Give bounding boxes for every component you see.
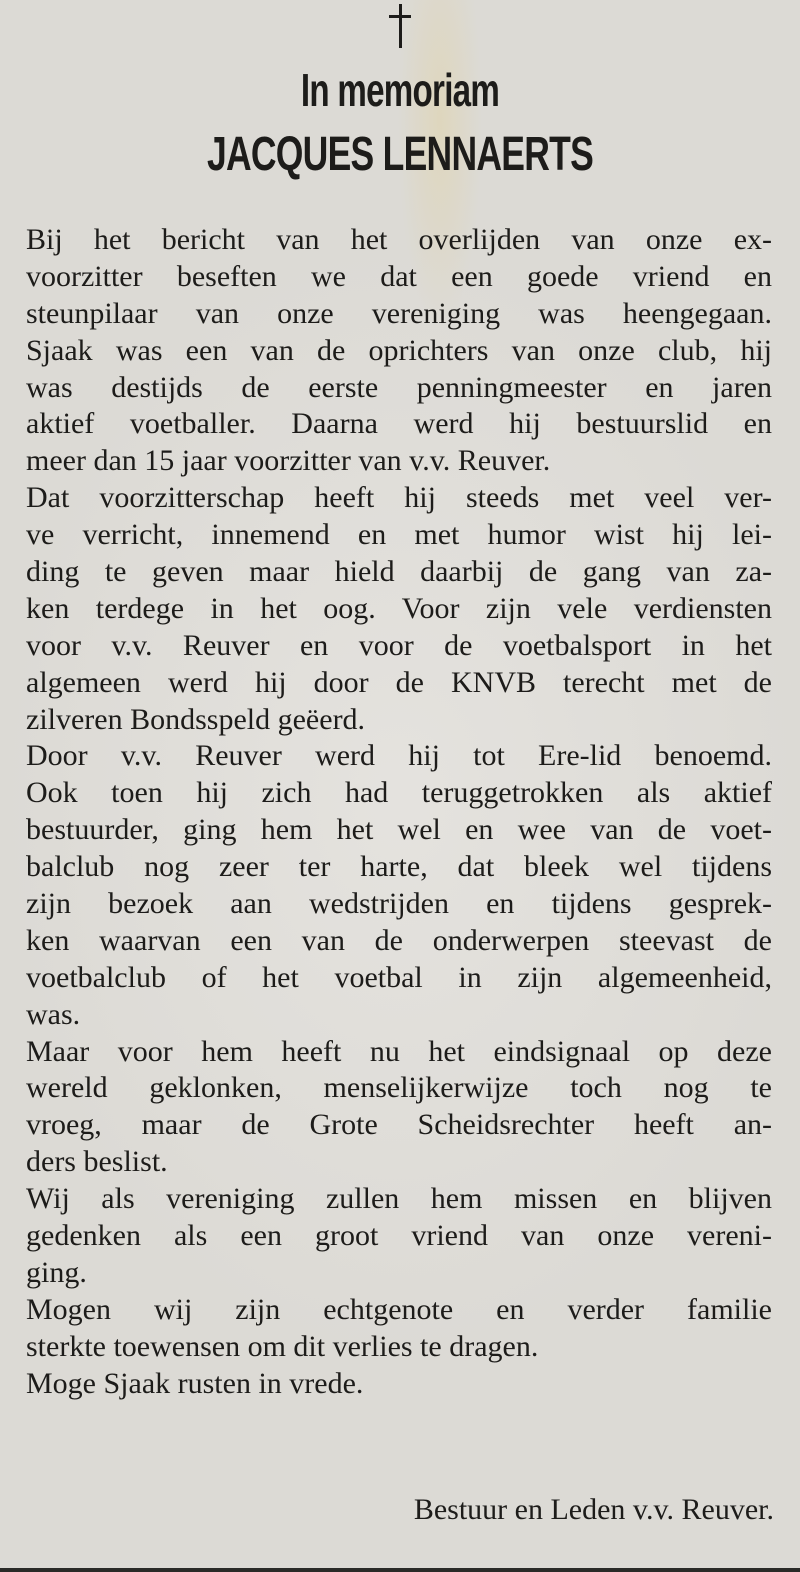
body-line: aktief voetballer. Daarna werd hij bestuurslid en xyxy=(26,407,772,441)
body-line: voorzitter beseften we dat een goede vriend en xyxy=(26,259,772,293)
body-line: meer dan 15 jaar voorzitter van v.v. Reuver. xyxy=(26,444,551,478)
page-edge xyxy=(0,1568,800,1572)
body-line: ders beslist. xyxy=(26,1145,168,1179)
body-line: ve verricht, innemend en met humor wist hij lei- xyxy=(26,518,772,552)
body-line: Ook toen hij zich had teruggetrokken als aktief xyxy=(26,776,772,810)
body-line: Bij het bericht van het overlijden van onze ex- xyxy=(26,223,772,256)
body-line: Wij als vereniging zullen hem missen en blijven xyxy=(26,1182,772,1216)
cross-icon xyxy=(389,4,411,48)
body-line: ken waarvan een van de onderwerpen steevast de xyxy=(26,923,772,957)
notice-body xyxy=(26,222,772,1403)
body-line: ken terdege in het oog. Voor zijn vele verdiensten xyxy=(26,591,772,625)
body-line: Sjaak was een van de oprichters van onze club, hij xyxy=(26,333,772,367)
body-line: ding te geven maar hield daarbij de gang van za- xyxy=(26,555,772,589)
body-line: vroeg, maar de Grote Scheidsrechter heeft an- xyxy=(26,1108,772,1142)
body-line: zijn bezoek aan wedstrijden en tijdens gesprek- xyxy=(26,887,772,921)
deceased-name: JACQUES LENNAERTS xyxy=(206,128,594,181)
body-line: was. xyxy=(26,997,81,1031)
body-line: balclub nog zeer ter harte, dat bleek wel tijdens xyxy=(26,850,772,884)
body-line: sterkte toewensen om dit verlies te dragen. xyxy=(26,1329,539,1363)
body-line: gedenken als een groot vriend van onze vereni- xyxy=(26,1219,772,1253)
body-line: wereld geklonken, menselijkerwijze toch nog te xyxy=(26,1071,772,1105)
body-line: Mogen wij zijn echtgenote en verder familie xyxy=(26,1292,772,1326)
body-line: Door v.v. Reuver werd hij tot Ere-lid benoemd. xyxy=(26,739,772,773)
body-line: steunpilaar van onze vereniging was heengegaan. xyxy=(26,296,772,330)
body-line: Dat voorzitterschap heeft hij steeds met veel ver- xyxy=(26,481,772,515)
signature: Bestuur en Leden v.v. Reuver. xyxy=(413,1493,774,1526)
body-line: Maar voor hem heeft nu het eindsignaal op deze xyxy=(26,1034,772,1068)
body-line: was destijds de eerste penningmeester en jaren xyxy=(26,370,772,404)
body-line: ging. xyxy=(26,1255,87,1289)
body-line: voor v.v. Reuver en voor de voetbalsport in het xyxy=(26,628,772,662)
body-line: zilveren Bondsspeld geëerd. xyxy=(26,702,366,736)
notice-title: In memoriam xyxy=(300,64,500,116)
body-line: voetbalclub of het voetbal in zijn algemeenheid, xyxy=(26,960,772,994)
body-line: bestuurder, ging hem het wel en wee van de voet- xyxy=(26,813,772,847)
body-line: Moge Sjaak rusten in vrede. xyxy=(26,1366,364,1400)
body-line: algemeen werd hij door de KNVB terecht met de xyxy=(26,665,772,699)
